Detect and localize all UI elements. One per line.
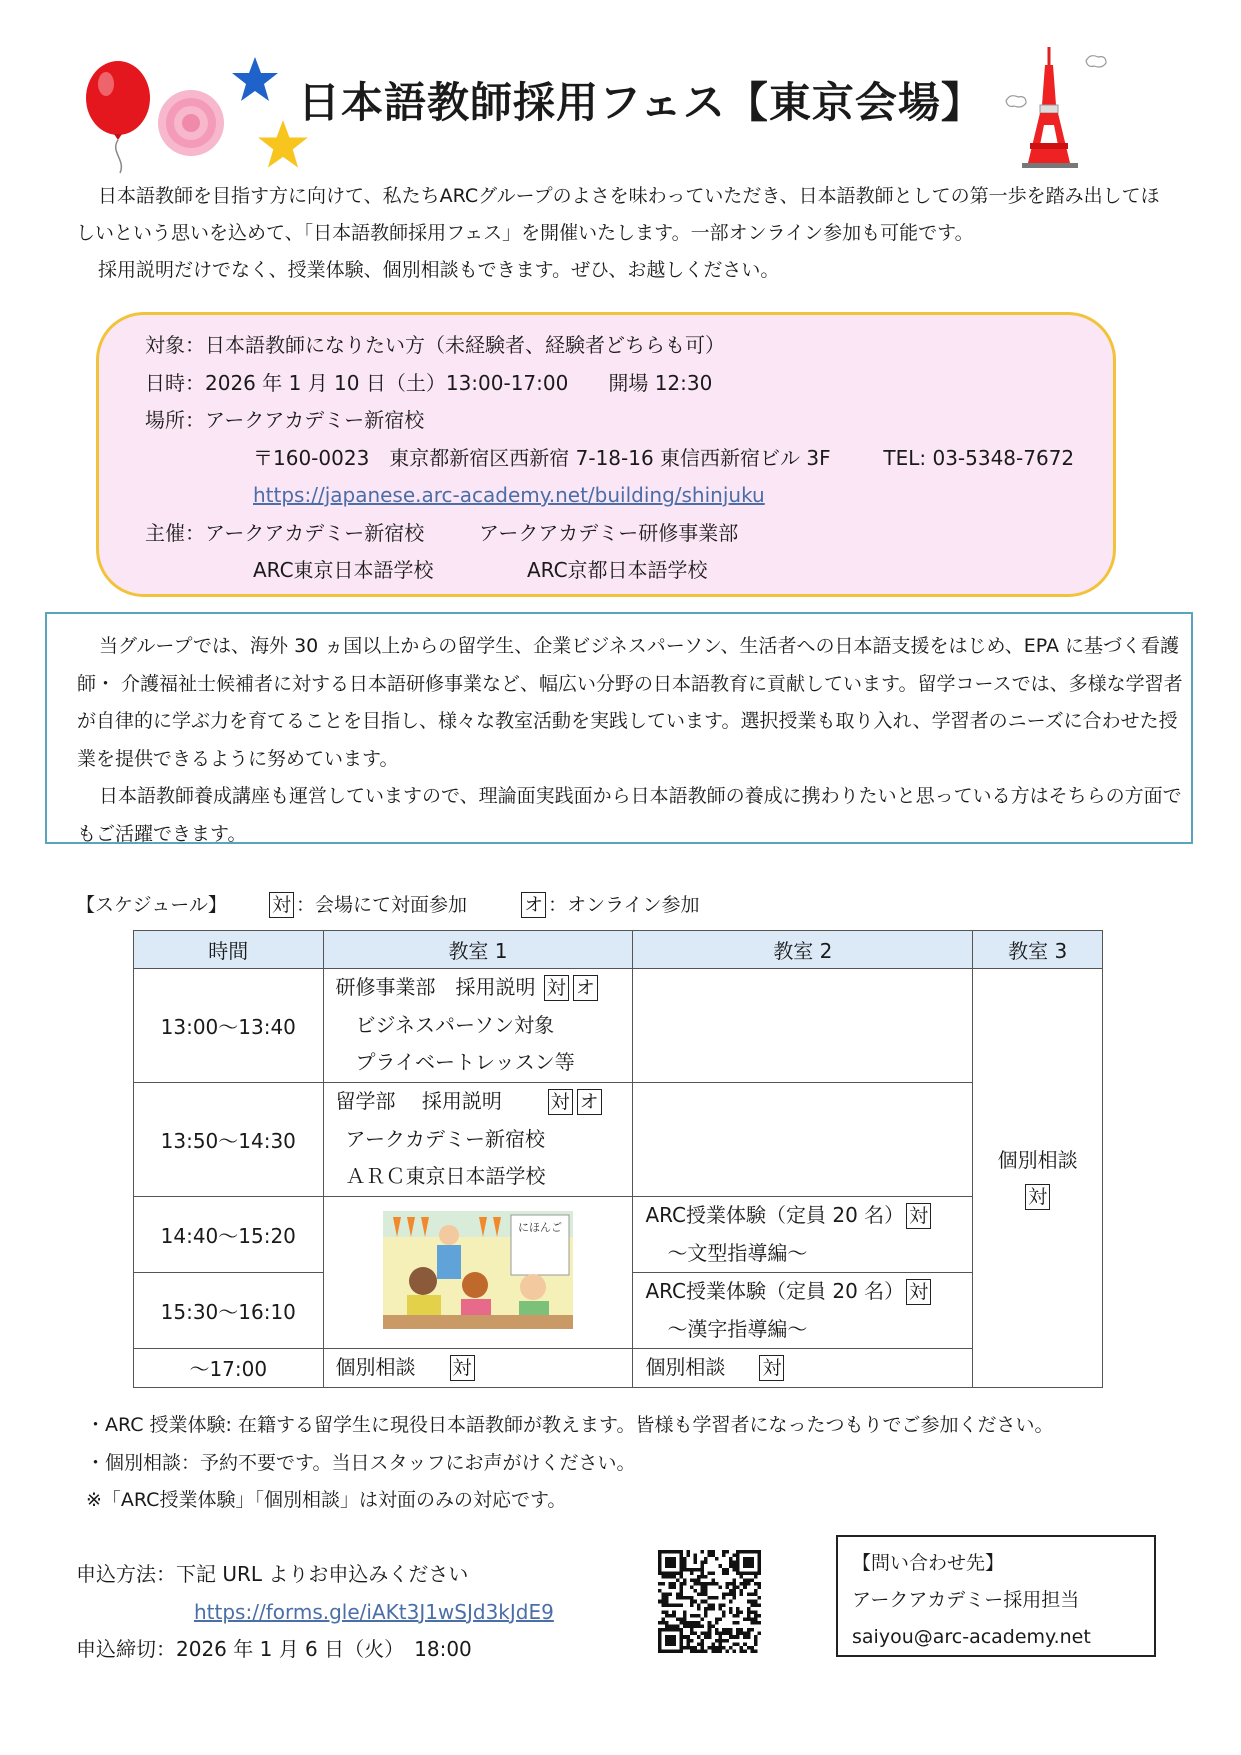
- organizer: ARC京都日本語学校: [527, 558, 708, 582]
- intro-text: [76, 178, 1176, 289]
- apply-deadline: 申込締切：2026 年 1 月 6 日（火） 18:00: [76, 1637, 472, 1661]
- note-item: ・個別相談：予約不要です。当日スタッフにお声がけください。: [86, 1451, 636, 1474]
- column-header: 時間: [134, 931, 324, 969]
- session-detail: ビジネスパーソン対象: [355, 1012, 555, 1037]
- about-paragraph: 当グループでは、海外 30 ヵ国以上からの留学生、企業ビジネスパーソン、生活者への日本語支援をはじめ、EPA に基づく看護師・ 介護福祉士候補者に対する日本語研修事業など、幅広い分野の日本語教育に貢献しています。留学コースでは、多様な学習者が自律的に学ぶ力を育てることを目指し、様々な教室活動を実践しています。選択授業も取り入れ、学習者のニーズに合わせた授業を提供できるように努めています。: [77, 635, 1183, 770]
- in-person-mark: 対: [544, 975, 569, 1001]
- column-header: 教室 3: [973, 931, 1103, 969]
- contact-name: アークアカデミー採用担当: [852, 1589, 1080, 1611]
- online-mark: オ: [573, 975, 598, 1001]
- event-address-row: [145, 440, 1113, 478]
- consultation-label: 個別相談: [997, 1147, 1078, 1172]
- venue-link[interactable]: https://japanese.arc-academy.net/building/shinjuku: [253, 483, 765, 507]
- note-item: ・ARC 授業体験: 在籍する留学生に現役日本語教師が教えます。皆様も学習者になったつもりでご参加ください。: [86, 1414, 1054, 1436]
- balloon-icon: [84, 60, 154, 175]
- intro-paragraph: 採用説明だけでなく、授業体験、個別相談もできます。ぜひ、お越しください。: [98, 259, 780, 281]
- intro-paragraph: 日本語教師を目指す方に向けて、私たちARCグループのよさを味わっていただき、日本語教師としての第一歩を踏み出してほしいという思いを込めて、「日本語教師採用フェス」を開催いたします。一部オンライン参加も可能です。: [76, 185, 1160, 244]
- in-person-mark: 対: [906, 1279, 931, 1305]
- in-person-legend: ：会場にて対面参加: [295, 894, 467, 916]
- room2-cell: [633, 1197, 973, 1273]
- room1-cell: [323, 969, 633, 1083]
- session-detail: ＡＲＣ東京日本語学校: [345, 1164, 546, 1189]
- online-mark: オ: [521, 892, 546, 918]
- schedule-table: [133, 930, 1103, 1388]
- event-venue: 場所：アークアカデミー新宿校: [145, 408, 425, 432]
- note-item: ※「ARC授業体験」「個別相談」は対面のみの対応です。: [86, 1489, 567, 1511]
- session-title: 留学部 採用説明: [335, 1089, 502, 1114]
- apply-method: 申込方法：下記 URL よりお申込みください: [76, 1562, 469, 1586]
- column-header: 教室 1: [323, 931, 633, 969]
- room2-cell-empty: [633, 1083, 973, 1197]
- qr-code-icon[interactable]: [658, 1550, 761, 1653]
- session-title: 個別相談: [645, 1355, 726, 1379]
- table-row: [134, 1083, 1103, 1197]
- event-tel: TEL: 03-5348-7672: [883, 445, 1075, 470]
- session-detail: ～漢字指導編～: [667, 1316, 808, 1341]
- about-box: [45, 612, 1193, 844]
- application-info: [76, 1556, 554, 1669]
- illustration-text: にほんご: [517, 1221, 562, 1234]
- room1-cell: [323, 1349, 633, 1388]
- application-form-link[interactable]: https://forms.gle/iAKt3J1wSJd3kJdE9: [194, 1599, 554, 1624]
- session-title: ARC授業体験（定員 20 名）: [645, 1279, 905, 1303]
- time-cell: ～17:00: [134, 1349, 324, 1388]
- organizer: ARC東京日本語学校: [253, 558, 434, 582]
- time-cell: 15:30～16:10: [134, 1273, 324, 1349]
- event-datetime: 日時：2026 年 1 月 10 日（土）13:00-17:00 開場 12:30: [145, 370, 713, 395]
- time-cell: 13:50～14:30: [134, 1083, 324, 1197]
- table-row: [134, 1197, 1103, 1273]
- online-mark: オ: [577, 1089, 602, 1115]
- organizer: アークアカデミー研修事業部: [479, 520, 739, 545]
- column-header: 教室 2: [633, 931, 973, 969]
- event-address: 〒160-0023 東京都新宿区西新宿 7-18-16 東信西新宿ビル 3F: [253, 445, 831, 470]
- time-cell: 14:40～15:20: [134, 1197, 324, 1273]
- session-detail: プライベートレッスン等: [355, 1050, 575, 1075]
- schedule-header: [76, 890, 700, 918]
- schedule-label: 【スケジュール】: [76, 894, 227, 916]
- in-person-mark: 対: [759, 1355, 784, 1381]
- room2-cell: [633, 1349, 973, 1388]
- in-person-mark: 対: [906, 1203, 931, 1229]
- room3-cell: [973, 969, 1103, 1388]
- room1-cell: [323, 1083, 633, 1197]
- in-person-mark: 対: [269, 892, 294, 918]
- organizer-label: 主催：: [145, 520, 205, 545]
- in-person-mark: 対: [1025, 1184, 1050, 1210]
- classroom-illustration-cell: [323, 1197, 633, 1349]
- time-cell: 13:00～13:40: [134, 969, 324, 1083]
- tokyo-tower-icon: [1000, 45, 1110, 170]
- contact-box: [836, 1535, 1156, 1657]
- about-paragraph: 日本語教師養成講座も運営していますので、理論面実践面から日本語教師の養成に携わりたいと思っている方はそちらの方面でもご活躍できます。: [77, 785, 1182, 845]
- room2-cell: [633, 1273, 973, 1349]
- table-row: [134, 969, 1103, 1083]
- session-detail: アークカデミー新宿校: [345, 1126, 545, 1151]
- contact-title: 【問い合わせ先】: [852, 1552, 1005, 1574]
- room2-cell-empty: [633, 969, 973, 1083]
- event-info-box: [96, 312, 1116, 597]
- organizer-row-1: [145, 515, 1113, 553]
- organizer-row-2: [145, 552, 1113, 590]
- in-person-mark: 対: [548, 1089, 573, 1115]
- event-target: 対象：日本語教師になりたい方（未経験者、経験者どちらも可）: [145, 333, 725, 357]
- blue-star-icon: [230, 55, 280, 105]
- table-header-row: [134, 931, 1103, 969]
- in-person-mark: 対: [450, 1355, 475, 1381]
- session-title: ARC授業体験（定員 20 名）: [645, 1203, 905, 1227]
- contact-email[interactable]: saiyou@arc-academy.net: [852, 1626, 1091, 1648]
- classroom-illustration: [383, 1211, 573, 1329]
- session-detail: ～文型指導編～: [667, 1240, 808, 1265]
- notes: [86, 1407, 1053, 1520]
- session-title: 研修事業部 採用説明: [335, 975, 536, 1000]
- page-title: 日本語教師採用フェス【東京会場】: [298, 78, 984, 127]
- organizer: アークアカデミー新宿校: [205, 520, 425, 545]
- table-row: [134, 1349, 1103, 1388]
- online-legend: ：オンライン参加: [548, 894, 700, 916]
- flower-icon: [156, 88, 226, 158]
- session-title: 個別相談: [335, 1355, 416, 1379]
